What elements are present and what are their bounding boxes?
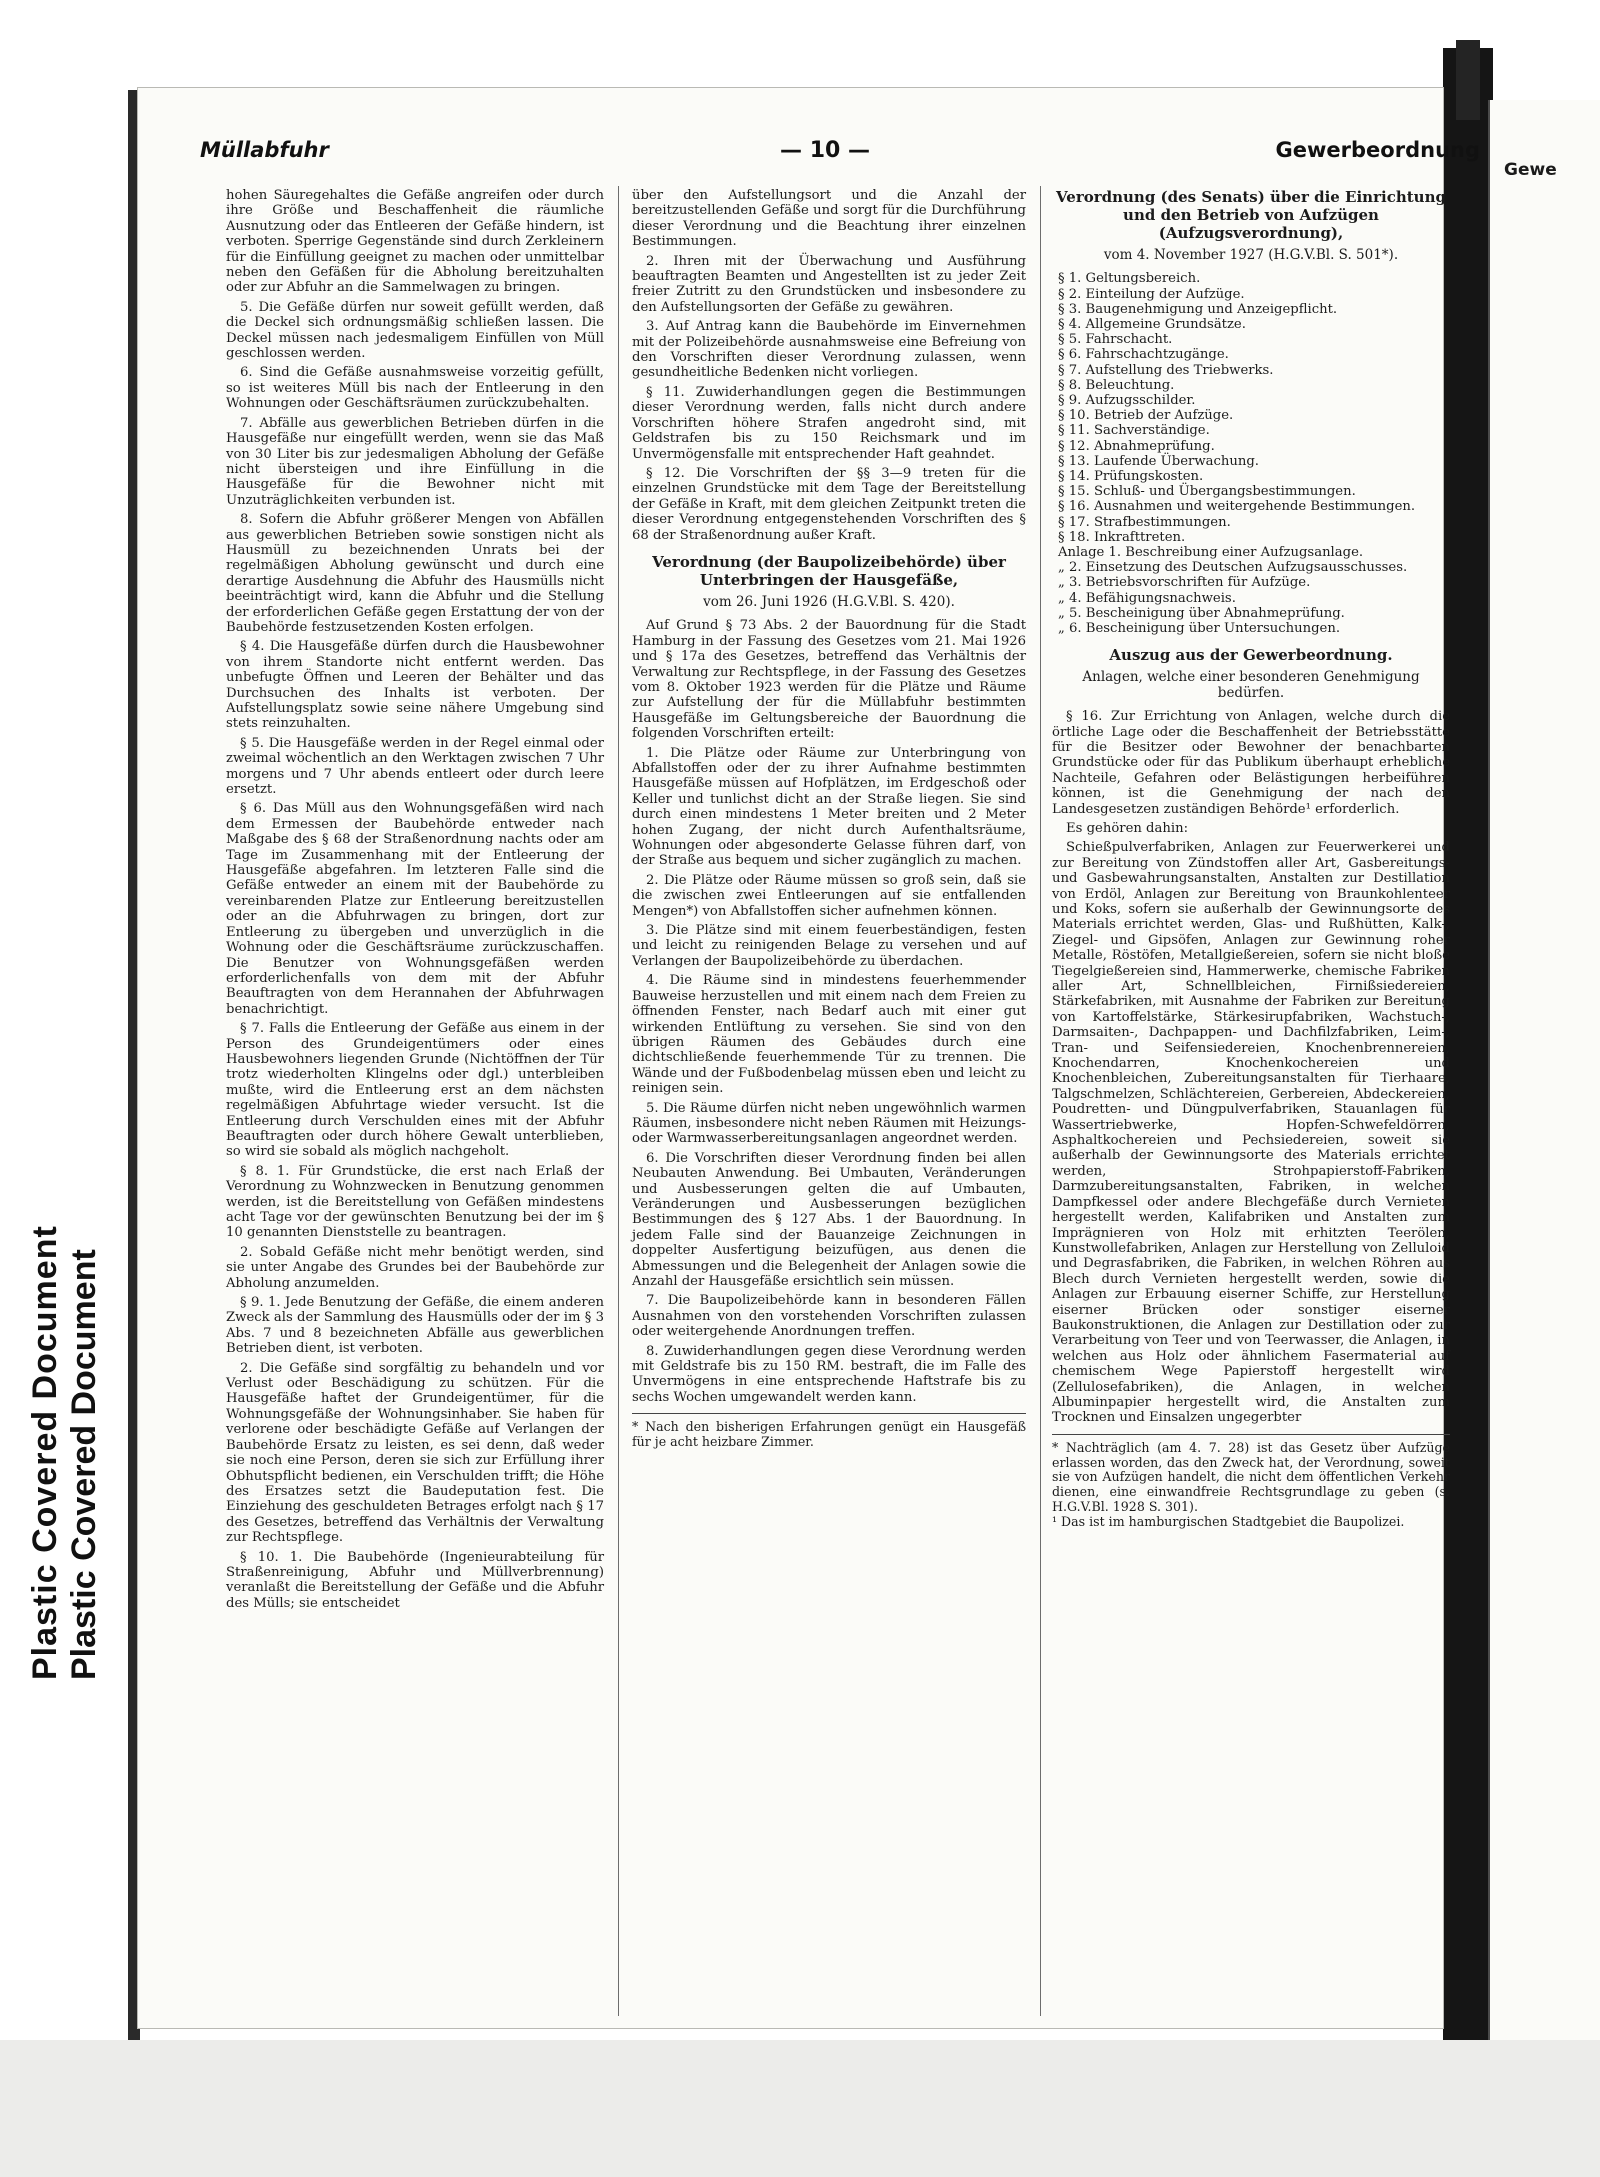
paragraph: § 9. 1. Jede Benutzung der Gefäße, die einem anderen Zweck als der Sammlung des Hausmülls oder der im § 3 Abs. 7 und 8 bezeichneten Abfälle aus gewerblichen Betrieben dient, ist verboten.: [226, 1295, 604, 1357]
running-head-right: Gewerbeordnung: [1275, 138, 1480, 162]
toc-item: „ 2. Einsetzung des Deutschen Aufzugsausschusses.: [1058, 560, 1408, 576]
toc-item: Anlage 1. Beschreibung einer Aufzugsanlage.: [1058, 545, 1364, 561]
toc-item: § 1. Geltungsbereich.: [1058, 271, 1201, 287]
scan-top-band: [0, 0, 1600, 48]
running-head: [200, 138, 1570, 168]
binding-strip: [1456, 40, 1480, 120]
paragraph: Auf Grund § 73 Abs. 2 der Bauordnung für die Stadt Hamburg in der Fassung des Gesetzes vom 21. Mai 1926 und § 17a des Gesetzes, betreffend das Verhältnis der Verwaltung zur Rechtspflege, in der Fassung des Gesetzes vom 8. Oktober 1923 werden für die Plätze und Räume zur Aufstellung der für die Müllabfuhr bestimmten Hausgefäße im Geltungsbereiche der Bauordnung die folgenden Vorschriften erteilt:: [632, 618, 1026, 742]
paragraph: 1. Die Plätze oder Räume zur Unterbringung von Abfallstoffen oder der zu ihrer Aufnahme bestimmten Hausgefäße müssen auf Hofplätzen, im Erdgeschoß oder Keller und tunlichst dicht an der Straße liegen. Sie sind durch einen mindestens 1 Meter breiten und 2 Meter hohen Zugang, der nicht durch Aufenthaltsräume, Wohnungen oder abgesonderte Gelasse führen darf, von der Straße aus bequem und sicher zugänglich zu machen.: [632, 745, 1026, 869]
paragraph: 2. Die Plätze oder Räume müssen so groß sein, daß sie die zwischen zwei Entleerungen auf sie entfallenden Mengen*) von Abfallstoffen sicher aufnehmen können.: [632, 872, 1026, 919]
column-3: [1052, 188, 1450, 1530]
paragraph: 3. Auf Antrag kann die Baubehörde im Einvernehmen mit der Polizeibehörde ausnahmsweise eine Befreiung von den Vorschriften dieser Verordnung zulassen, wenn gesundheitliche Bedenken nicht vorliegen.: [632, 319, 1026, 381]
footnote-item: * Nachträglich (am 4. 7. 28) ist das Gesetz über Aufzüge erlassen worden, das den Zweck hat, der Verordnung, soweit sie von Aufzügen handelt, die nicht dem öffentlichen Verkehr dienen, eine einwandfreie Rechtsgrundlage zu geben (s. H.G.V.Bl. 1928 S. 301).: [1052, 1439, 1450, 1514]
toc-item: § 4. Allgemeine Grundsätze.: [1058, 317, 1246, 333]
paragraph: hohen Säuregehaltes die Gefäße angreifen oder durch ihre Größe und Beschaffenheit die räumliche Ausnutzung oder das Entleeren der Gefäße hindern, ist verboten. Sperrige Gegenstände sind durch Zerkleinern für die Einfüllung geeignet zu machen oder unmittelbar neben den Gefäßen für die Abholung bereitzuhalten oder zur Abfuhr an die Sammelwagen zu bringen.: [226, 188, 604, 296]
toc-item: § 2. Einteilung der Aufzüge.: [1058, 286, 1245, 302]
paragraph: § 11. Zuwiderhandlungen gegen die Bestimmungen dieser Verordnung werden, falls nicht durch andere Vorschriften höhere Strafen angedroht sind, mit Geldstrafen bis zu 150 Reichsmark und im Unvermögensfalle mit entsprechender Haft geahndet.: [632, 384, 1026, 462]
toc-item: „ 6. Bescheinigung über Untersuchungen.: [1058, 621, 1341, 637]
toc-item: § 5. Fahrschacht.: [1058, 332, 1173, 348]
paragraph: § 4. Die Hausgefäße dürfen durch die Hausbewohner von ihrem Standorte nicht entfernt werden. Das unbefugte Öffnen und Leeren der Behälter und das Durchsuchen des Inhalts ist verboten. Der Aufstellungsplatz sowie seine nähere Umgebung sind stets reinzuhalten.: [226, 639, 604, 732]
paragraph: 2. Sobald Gefäße nicht mehr benötigt werden, sind sie unter Angabe des Grundes bei der Baubehörde zur Abholung anzumelden.: [226, 1244, 604, 1291]
toc-item: § 18. Inkrafttreten.: [1058, 529, 1186, 545]
scan-bottom: [0, 2040, 1600, 2177]
section-heading: Verordnung (des Senats) über die Einrichtung und den Betrieb von Aufzügen (Aufzugsverordnung),: [1056, 188, 1446, 242]
toc-item: „ 5. Bescheinigung über Abnahmeprüfung.: [1058, 605, 1345, 621]
toc-item: „ 4. Befähigungsnachweis.: [1058, 590, 1236, 606]
paragraph: 7. Die Baupolizeibehörde kann in besonderen Fällen Ausnahmen von den vorstehenden Vorschriften zulassen oder weitergehende Anordnungen treffen.: [632, 1293, 1026, 1340]
paragraph: § 7. Falls die Entleerung der Gefäße aus einem in der Person des Grundeigentümers oder eines Hausbewohners liegenden Grunde (Nichtöffnen der Tür trotz wiederholten Klingelns oder dgl.) unterbleiben mußte, wird die Entleerung erst an dem nächsten regelmäßigen Abfuhrtage wieder versucht. Ist die Entleerung durch Verschulden eines mit der Abfuhr Beauftragten oder durch höhere Gewalt unterblieben, so wird sie sobald als möglich nachgeholt.: [226, 1021, 604, 1160]
page-number: — 10 —: [780, 138, 870, 163]
paragraph: § 10. 1. Die Baubehörde (Ingenieurabteilung für Straßenreinigung, Abfuhr und Müllverbrennung) veranlaßt die Bereitstellung der Gefäße und die Abfuhr des Mülls; sie entscheidet: [226, 1549, 604, 1611]
paragraph: 2. Die Gefäße sind sorgfältig zu behandeln und vor Verlust oder Beschädigung zu schützen. Für die Hausgefäße haftet der Grundeigentümer, für die Wohnungsgefäße der Wohnungsinhaber. Sie haben für verlorene oder beschädigte Gefäße auf Verlangen der Baubehörde Ersatz zu leisten, es sei denn, daß weder sie noch eine Person, deren sie sich zur Erfüllung ihrer Obhutspflicht bedienen, ein Verschulden trifft; die Höhe des Ersatzes setzt die Baudeputation fest. Die Einziehung des geschuldeten Betrages erfolgt nach § 17 des Gesetzes, betreffend das Verhältnis der Verwaltung zur Rechtspflege.: [226, 1360, 604, 1546]
paragraph: 3. Die Plätze sind mit einem feuerbeständigen, festen und leicht zu reinigenden Belage zu versehen und auf Verlangen der Baupolizeibehörde zu überdachen.: [632, 923, 1026, 969]
paragraph: 4. Die Räume sind in mindestens feuerhemmender Bauweise herzustellen und mit einem nach dem Freien zu öffnenden Fenster, nach Bedarf auch mit einer gut wirkenden Entlüftung zu versehen. Sie sind von den übrigen Räumen des Gebäudes durch eine dichtschließende feuerhemmende Tür zu trennen. Die Wände und der Fußbodenbelag müssen eben und leicht zu reinigen sein.: [632, 973, 1026, 1097]
toc-item: § 8. Beleuchtung.: [1058, 377, 1175, 393]
toc-item: § 12. Abnahmeprüfung.: [1058, 438, 1215, 454]
side-caption-upper: Plastic Covered Document: [26, 1225, 64, 1680]
binding-edge: [1443, 48, 1493, 2108]
paragraph: 7. Abfälle aus gewerblichen Betrieben dürfen in die Hausgefäße nur eingefüllt werden, wenn sie das Maß von 30 Liter bis zur jedesmaligen Abholung der Gefäße nicht übersteigen und ihre Einfüllung in die Hausgefäße für die Bewohner nicht mit Unzuträglichkeiten verbunden ist.: [226, 415, 604, 508]
toc-item: „ 3. Betriebsvorschriften für Aufzüge.: [1058, 575, 1311, 591]
paragraph: 6. Die Vorschriften dieser Verordnung finden bei allen Neubauten Anwendung. Bei Umbauten, Veränderungen und Ausbesserungen gelten die auf Umbauten, Veränderungen und Ausbesserungen bezüglichen Bestimmungen des § 127 Abs. 1 der Bauordnung. In jedem Falle sind der Bauanzeige Zeichnungen in doppelter Ausfertigung beizufügen, aus denen die Abmessungen und die Belegenheit der Anlagen sowie die Anzahl der Hausgefäße ersichtlich sein müssen.: [632, 1150, 1026, 1289]
side-caption-lower: Plastic Covered Document: [65, 1249, 103, 1680]
section-heading: Auszug aus der Gewerbeordnung.: [1109, 646, 1393, 665]
toc-item: § 17. Strafbestimmungen.: [1058, 514, 1231, 530]
toc-item: § 15. Schluß- und Übergangsbestimmungen.: [1058, 484, 1356, 500]
toc-item: § 10. Betrieb der Aufzüge.: [1058, 408, 1234, 424]
paragraph: § 5. Die Hausgefäße werden in der Regel einmal oder zweimal wöchentlich an den Werktagen zwischen 7 Uhr morgens und 7 Uhr abends entleert oder durch leere ersetzt.: [226, 735, 604, 798]
column-1: [226, 188, 604, 1615]
paragraph: § 8. 1. Für Grundstücke, die erst nach Erlaß der Verordnung zu Wohnzwecken in Benutzung genommen werden, ist die Bereitstellung von Gefäßen mindestens acht Tage vor der gewünschten Benutzung bei der im § 10 genannten Dienststelle zu beantragen.: [226, 1163, 604, 1241]
toc-item: § 6. Fahrschachtzugänge.: [1058, 347, 1229, 363]
paragraph: § 6. Das Müll aus den Wohnungsgefäßen wird nach dem Ermessen der Baubehörde entweder nach Maßgabe des § 68 der Straßenordnung nachts oder am Tage im Zusammenhang mit der Entleerung der Hausgefäße abgefahren. Im letzteren Falle sind die Gefäße entweder an einem mit der Baubehörde zu vereinbarenden Platze zur Entleerung bereitzustellen oder an die Abfuhrwagen zu bringen, dort zur Entleerung zu übergeben und unverzüglich in die Wohnung oder die Geschäftsräume zurückzuschaffen. Die Benutzer von Wohnungsgefäßen werden erforderlichenfalls von dem mit der Abfuhr Beauftragten von dem Herannahen der Abfuhrwagen benachrichtigt.: [226, 801, 604, 1017]
footnote-item: ¹ Das ist im hamburgischen Stadtgebiet die Baupolizei.: [1052, 1513, 1405, 1529]
section-heading: Verordnung (der Baupolizeibehörde) über Unterbringen der Hausgefäße,: [652, 552, 1006, 589]
next-page-header: Gewe: [1504, 160, 1557, 180]
paragraph: 5. Die Räume dürfen nicht neben ungewöhnlich warmen Räumen, insbesondere nicht neben Räumen mit Heizungs- oder Warmwasserbereitungsanlagen angeordnet werden.: [632, 1100, 1026, 1147]
footnote: * Nach den bisherigen Erfahrungen genügt ein Hausgefäß für je acht heizbare Zimmer.: [632, 1413, 1026, 1450]
column-rule: [618, 186, 619, 2016]
paragraph: über den Aufstellungsort und die Anzahl der bereitzustellenden Gefäße und sorgt für die Durchführung dieser Verordnung und die Beachtung ihrer einzelnen Bestimmungen.: [632, 188, 1026, 250]
footnote: [1052, 1434, 1450, 1530]
paragraph: § 12. Die Vorschriften der §§ 3—9 treten für die einzelnen Grundstücke mit dem Tage der Bereitstellung der Gefäße in Kraft, mit dem gleichen Zeitpunkt treten die dieser Verordnung entgegenstehenden Vorschriften des § 68 der Straßenordnung außer Kraft.: [632, 465, 1026, 543]
paragraph: § 16. Zur Errichtung von Anlagen, welche durch die örtliche Lage oder die Beschaffenheit der Betriebsstätte für die Besitzer oder Bewohner der benachbarten Grundstücke oder für das Publikum überhaupt erhebliche Nachteile, Gefahren oder Belästigungen herbeiführen können, ist die Genehmigung der nach den Landesgesetzen zuständigen Behörde¹ erforderlich.: [1052, 709, 1450, 817]
paragraph: Schießpulverfabriken, Anlagen zur Feuerwerkerei und zur Bereitung von Zündstoffen aller Art, Gasbereitungs- und Gasbewahrungsanstalten, Anstalten zur Destillation von Erdöl, Anlagen zur Bereitung von Braunkohlenteer und Koks, sofern sie außerhalb der Gewinnungsorte des Materials errichtet werden, Glas- und Rußhütten, Kalk-, Ziegel- und Gipsöfen, Anlagen zur Gewinnung roher Metalle, Röstöfen, Metallgießereien, sofern sie nicht bloße Tiegelgießereien sind, Hammerwerke, chemische Fabriken aller Art, Schnellbleichen, Firnißsiedereien, Stärkefabriken, mit Ausnahme der Fabriken zur Bereitung von Kartoffelstärke, Stärkesirupfabriken, Wachstuch-, Darmsaiten-, Dachpappen- und Dachfilzfabriken, Leim-, Tran- und Seifensiedereien, Knochenbrennereien, Knochendarren, Knochenkochereien und Knochenbleichen, Zubereitungsanstalten für Tierhaare, Talgschmelzen, Schlächtereien, Gerbereien, Abdeckereien, Poudretten- und Düngpulverfabriken, Stauanlagen für Wassertriebwerke, Hopfen-Schwefeldörren, Asphaltkochereien und Pechsiedereien, soweit sie außerhalb der Gewinnungsorte des Materials errichtet werden, Strohpapierstoff-Fabriken, Darmzubereitungsanstalten, Fabriken, in welchen Dampfkessel oder andere Blechgefäße durch Vernieten hergestellt werden, Kalifabriken und Anstalten zum Imprägnieren von Holz mit erhitzten Teerölen, Kunstwollefabriken, Anlagen zur Herstellung von Zelluloid und Degrasfabriken, die Fabriken, in welchen Röhren aus Blech durch Vernieten hergestellt werden, sowie die Anlagen zur Erbauung eiserner Schiffe, zur Herstellung eiserner Brücken oder sonstiger eiserner Baukonstruktionen, die Anlagen zur Destillation oder zur Verarbeitung von Teer und von Teerwasser, die Anlagen, in welchen aus Holz oder ähnlichem Fasermaterial auf chemischem Wege Papierstoff hergestellt wird (Zellulosefabriken), die Anlagen, in welchen Albuminpapier hergestellt wird, die Anstalten zum Trocknen und Einsalzen ungegerbter: [1052, 840, 1450, 1426]
toc-item: § 7. Aufstellung des Triebwerks.: [1058, 362, 1274, 378]
paragraph: 6. Sind die Gefäße ausnahmsweise vorzeitig gefüllt, so ist weiteres Müll bis nach der Entleerung in den Wohnungen oder Geschäftsräumen zurückzubehalten.: [226, 365, 604, 412]
toc-item: § 11. Sachverständige.: [1058, 423, 1210, 439]
document-page: [138, 88, 1480, 2028]
table-of-contents: [1052, 271, 1450, 636]
toc-item: § 14. Prüfungskosten.: [1058, 469, 1204, 485]
toc-item: § 9. Aufzugsschilder.: [1058, 393, 1196, 409]
section-subtitle: Anlagen, welche einer besonderen Genehmigung bedürfen.: [1082, 669, 1420, 701]
toc-item: § 16. Ausnahmen und weitergehende Bestimmungen.: [1058, 499, 1416, 515]
paragraph: Es gehören dahin:: [1066, 820, 1189, 836]
running-head-left: Müllabfuhr: [200, 138, 329, 162]
next-page-fragment: [1488, 100, 1600, 2100]
paragraph: 8. Zuwiderhandlungen gegen diese Verordnung werden mit Geldstrafe bis zu 150 RM. bestraft, die im Falle des Unvermögens in eine entsprechende Haftstrafe bis zu sechs Wochen umgewandelt werden kann.: [632, 1343, 1026, 1405]
side-caption: [26, 1225, 104, 1680]
paragraph: 2. Ihren mit der Überwachung und Ausführung beauftragten Beamten und Angestellten ist zu jeder Zeit freier Zutritt zu den Grundstücken und insbesondere zu den Aufstellungsorten der Gefäße zu gewähren.: [632, 253, 1026, 315]
toc-item: § 3. Baugenehmigung und Anzeigepflicht.: [1058, 301, 1338, 317]
paragraph: 8. Sofern die Abfuhr größerer Mengen von Abfällen aus gewerblichen Betrieben sowie sonstigen nicht als Hausmüll zu bezeichnenden Unrats bei der regelmäßigen Abholung gewünscht und durch eine derartige Ausdehnung die Abfuhr des Hausmülls nicht beeinträchtigt wird, kann die Abfuhr und die Stellung der erforderlichen Gefäße gegen Erstattung der von der Baubehörde festzusetzenden Kosten erfolgen.: [226, 512, 604, 635]
toc-item: § 13. Laufende Überwachung.: [1058, 453, 1259, 469]
section-date: vom 4. November 1927 (H.G.V.Bl. S. 501*).: [1103, 247, 1399, 263]
column-2: [632, 188, 1026, 1450]
column-rule: [1040, 186, 1041, 2016]
paragraph: 5. Die Gefäße dürfen nur soweit gefüllt werden, daß die Deckel sich ordnungsmäßig schließen lassen. Die Deckel müssen nach jedesmaligem Einfüllen von Müll geschlossen werden.: [226, 299, 604, 362]
section-date: vom 26. Juni 1926 (H.G.V.Bl. S. 420).: [703, 593, 955, 610]
